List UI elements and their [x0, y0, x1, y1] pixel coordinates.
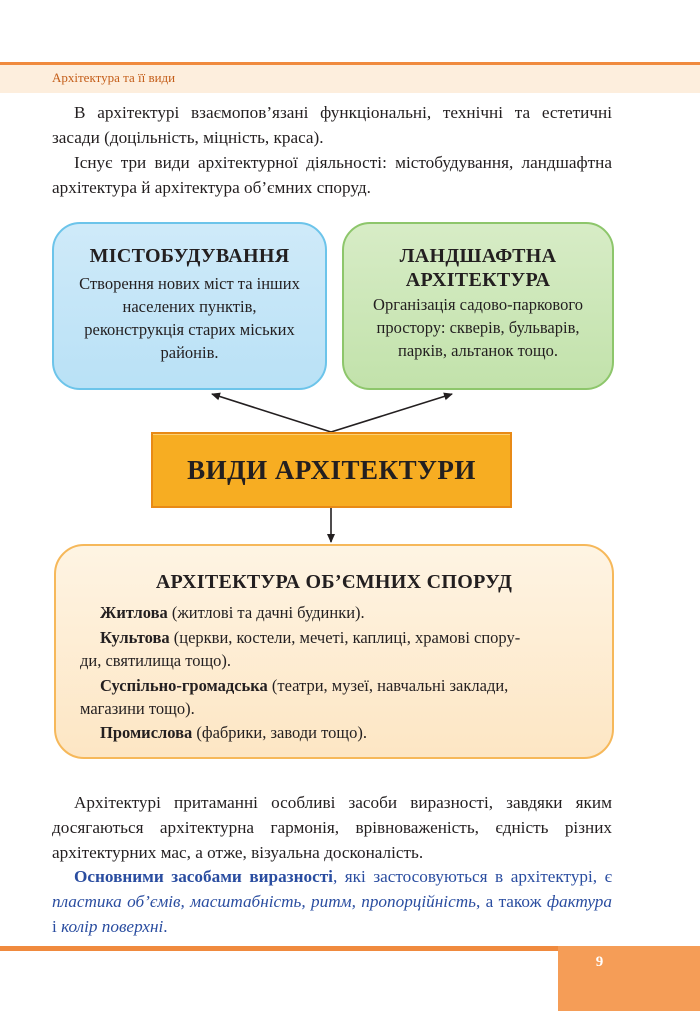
- footer-rule: [0, 946, 558, 951]
- list-item: Суспільно-громадська (театри, музеї, навчальні заклади,: [100, 676, 509, 695]
- page-number-tab: [558, 946, 700, 1011]
- architecture-types-box: [151, 432, 512, 508]
- list-item-continuation: ди, святилища тощо).: [80, 651, 232, 670]
- list-item: Культова (церкви, костели, мечеті, каплиці, храмові спору-: [100, 628, 521, 647]
- landscape-text: Організація садово-паркового простору: скверів, бульварів, парків, альтанок тощо.: [373, 295, 583, 360]
- arrow-to-city: [212, 394, 331, 432]
- city-planning-text: Створення нових міст та інших населених пунктів, реконструкція старих міських районів.: [79, 274, 300, 362]
- volume-architecture-box: [54, 544, 614, 759]
- list-item: Житлова (житлові та дачні будинки).: [100, 603, 365, 622]
- outro-paragraph-2: Основними засобами виразності, які застосовуються в архітектурі, є пластика об’ємів, масштабність, ритм, пропорційність, а також фактура і колір поверхні.: [52, 867, 612, 936]
- intro-paragraph-2: Існує три види архітектурної діяльності: містобудування, ландшафтна архітектура й архітектура об’ємних споруд.: [52, 153, 612, 197]
- architecture-types-title: ВИДИ АРХІТЕКТУРИ: [187, 454, 476, 485]
- list-item-continuation: магазини тощо).: [80, 699, 195, 718]
- running-head: Архітектура та її види: [52, 70, 176, 85]
- page-number: 9: [595, 954, 604, 970]
- landscape-box: [342, 222, 614, 390]
- city-planning-box: [52, 222, 327, 390]
- city-planning-title: МІСТОБУДУВАННЯ: [89, 245, 290, 267]
- intro-paragraph-1: В архітектурі взаємопов’язані функціональні, технічні та естетичні засади (доцільність, міцність, краса).: [52, 103, 612, 147]
- list-item: Промислова (фабрики, заводи тощо).: [100, 723, 367, 742]
- arrow-to-landscape: [331, 394, 452, 432]
- volume-architecture-title: АРХІТЕКТУРА ОБ’ЄМНИХ СПОРУД: [155, 571, 513, 593]
- outro-paragraph-1: Архітектурі притаманні особливі засоби виразності, завдяки яким досягаються архітектурна гармонія, врівноваженість, єдність різних архітектурних мас, а отже, візуальна досконалість.: [52, 793, 612, 862]
- landscape-title: ЛАНДШАФТНА АРХІТЕКТУРА: [399, 245, 557, 291]
